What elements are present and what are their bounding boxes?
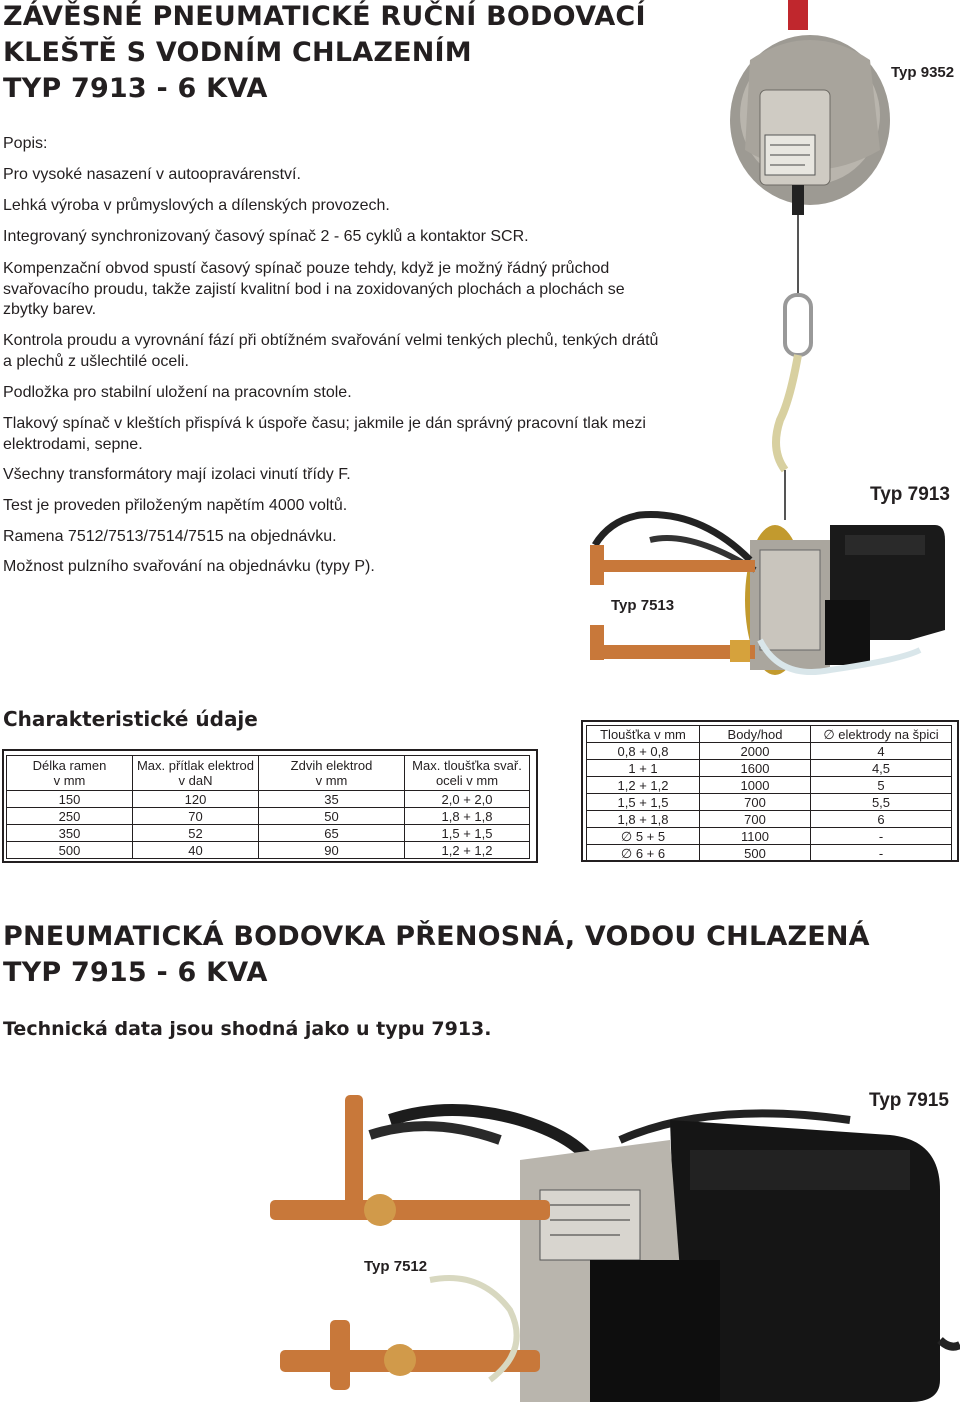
table-row: 1,8 + 1,8 700 6	[587, 811, 952, 828]
paragraph-6: Podložka pro stabilní uložení na pracovním stole.	[3, 384, 352, 401]
title-line-2: KLEŠTĚ S VODNÍM CHLAZENÍM	[3, 37, 472, 68]
section2-title-line-1: PNEUMATICKÁ BODOVKA PŘENOSNÁ, VODOU CHLAZENÁ	[3, 921, 870, 952]
paragraph-1: Pro vysoké nasazení v autoopravárenství.	[3, 166, 301, 183]
table-header-row	[7, 756, 530, 791]
table-row: 1 + 1 1600 4,5	[587, 760, 952, 777]
paragraph-5: Kontrola proudu a vyrovnání fází při obtížném svařování velmi tenkých plechů, tenkých drátů a plechů z ušlechtilé oceli.	[3, 332, 659, 370]
paragraph-8: Všechny transformátory mají izolaci vinutí třídy F.	[3, 466, 351, 483]
table-row: 1,5 + 1,5 700 5,5	[587, 794, 952, 811]
section2-title-line-2: TYP 7915 - 6 KVA	[3, 957, 268, 988]
table-row: 350 52 65 1,5 + 1,5	[7, 825, 530, 842]
paragraph-7: Tlakový spínač v kleštích přispívá k úspoře času; jakmile je dán správný pracovní tlak mezi elektrodami, sepne.	[3, 415, 646, 453]
title-line-1: ZÁVĚSNÉ PNEUMATICKÉ RUČNÍ BODOVACÍ	[3, 1, 646, 32]
header-spots-per-hour: Body/hod	[700, 726, 811, 743]
popis-label: Popis:	[3, 135, 48, 152]
paragraph-3: Integrovaný synchronizovaný časový spínač 2 - 65 cyklů a kontaktor SCR.	[3, 228, 529, 245]
table-row: 0,8 + 0,8 2000 4	[587, 743, 952, 760]
label-typ-7512: Typ 7512	[364, 1258, 428, 1275]
section2-subtitle: Technická data jsou shodná jako u typu 7913.	[3, 1018, 492, 1040]
label-typ-9352: Typ 9352	[891, 64, 955, 81]
header-stroke: Zdvih elektrod v mm	[259, 756, 405, 791]
header-max-thickness: Max. tloušťka svař. oceli v mm	[405, 756, 530, 791]
thickness-spec-table	[586, 725, 952, 862]
paragraph-11: Možnost pulzního svařování na objednávku (typy P).	[3, 558, 375, 575]
table-row: 500 40 90 1,2 + 1,2	[7, 842, 530, 859]
table-row: 250 70 50 1,8 + 1,8	[7, 808, 530, 825]
table-row: ∅ 5 + 5 1100 -	[587, 828, 952, 845]
paragraph-2: Lehká výroba v průmyslových a dílenských provozech.	[3, 197, 390, 214]
characteristics-heading: Charakteristické údaje	[3, 707, 258, 731]
arm-spec-table	[6, 755, 530, 859]
table-header-row	[587, 726, 952, 743]
label-typ-7513: Typ 7513	[611, 597, 675, 614]
label-typ-7915: Typ 7915	[869, 1090, 949, 1111]
table-row: 1,2 + 1,2 1000 5	[587, 777, 952, 794]
table-row: ∅ 6 + 6 500 -	[587, 845, 952, 862]
header-thickness: Tloušťka v mm	[587, 726, 700, 743]
title-line-3: TYP 7913 - 6 KVA	[3, 73, 268, 104]
header-arm-length: Délka ramen v mm	[7, 756, 133, 791]
portable-welder-illustration	[250, 1080, 960, 1402]
header-electrode-diameter: ∅ elektrody na špici	[811, 726, 952, 743]
paragraph-9: Test je proveden přiloženým napětím 4000 voltů.	[3, 497, 348, 514]
table-row: 150 120 35 2,0 + 2,0	[7, 791, 530, 808]
balancer-welder-illustration	[580, 0, 960, 690]
paragraph-10: Ramena 7512/7513/7514/7515 na objednávku.	[3, 528, 337, 545]
header-max-pressure: Max. přítlak elektrod v daN	[133, 756, 259, 791]
paragraph-4: Kompenzační obvod spustí časový spínač pouze tehdy, když je možný řádný průchod svařovacího proudu, takže zajistí kvalitní bod i na zoxidovaných plochách a plochách se zbytky barev.	[3, 260, 625, 318]
label-typ-7913: Typ 7913	[870, 484, 950, 505]
